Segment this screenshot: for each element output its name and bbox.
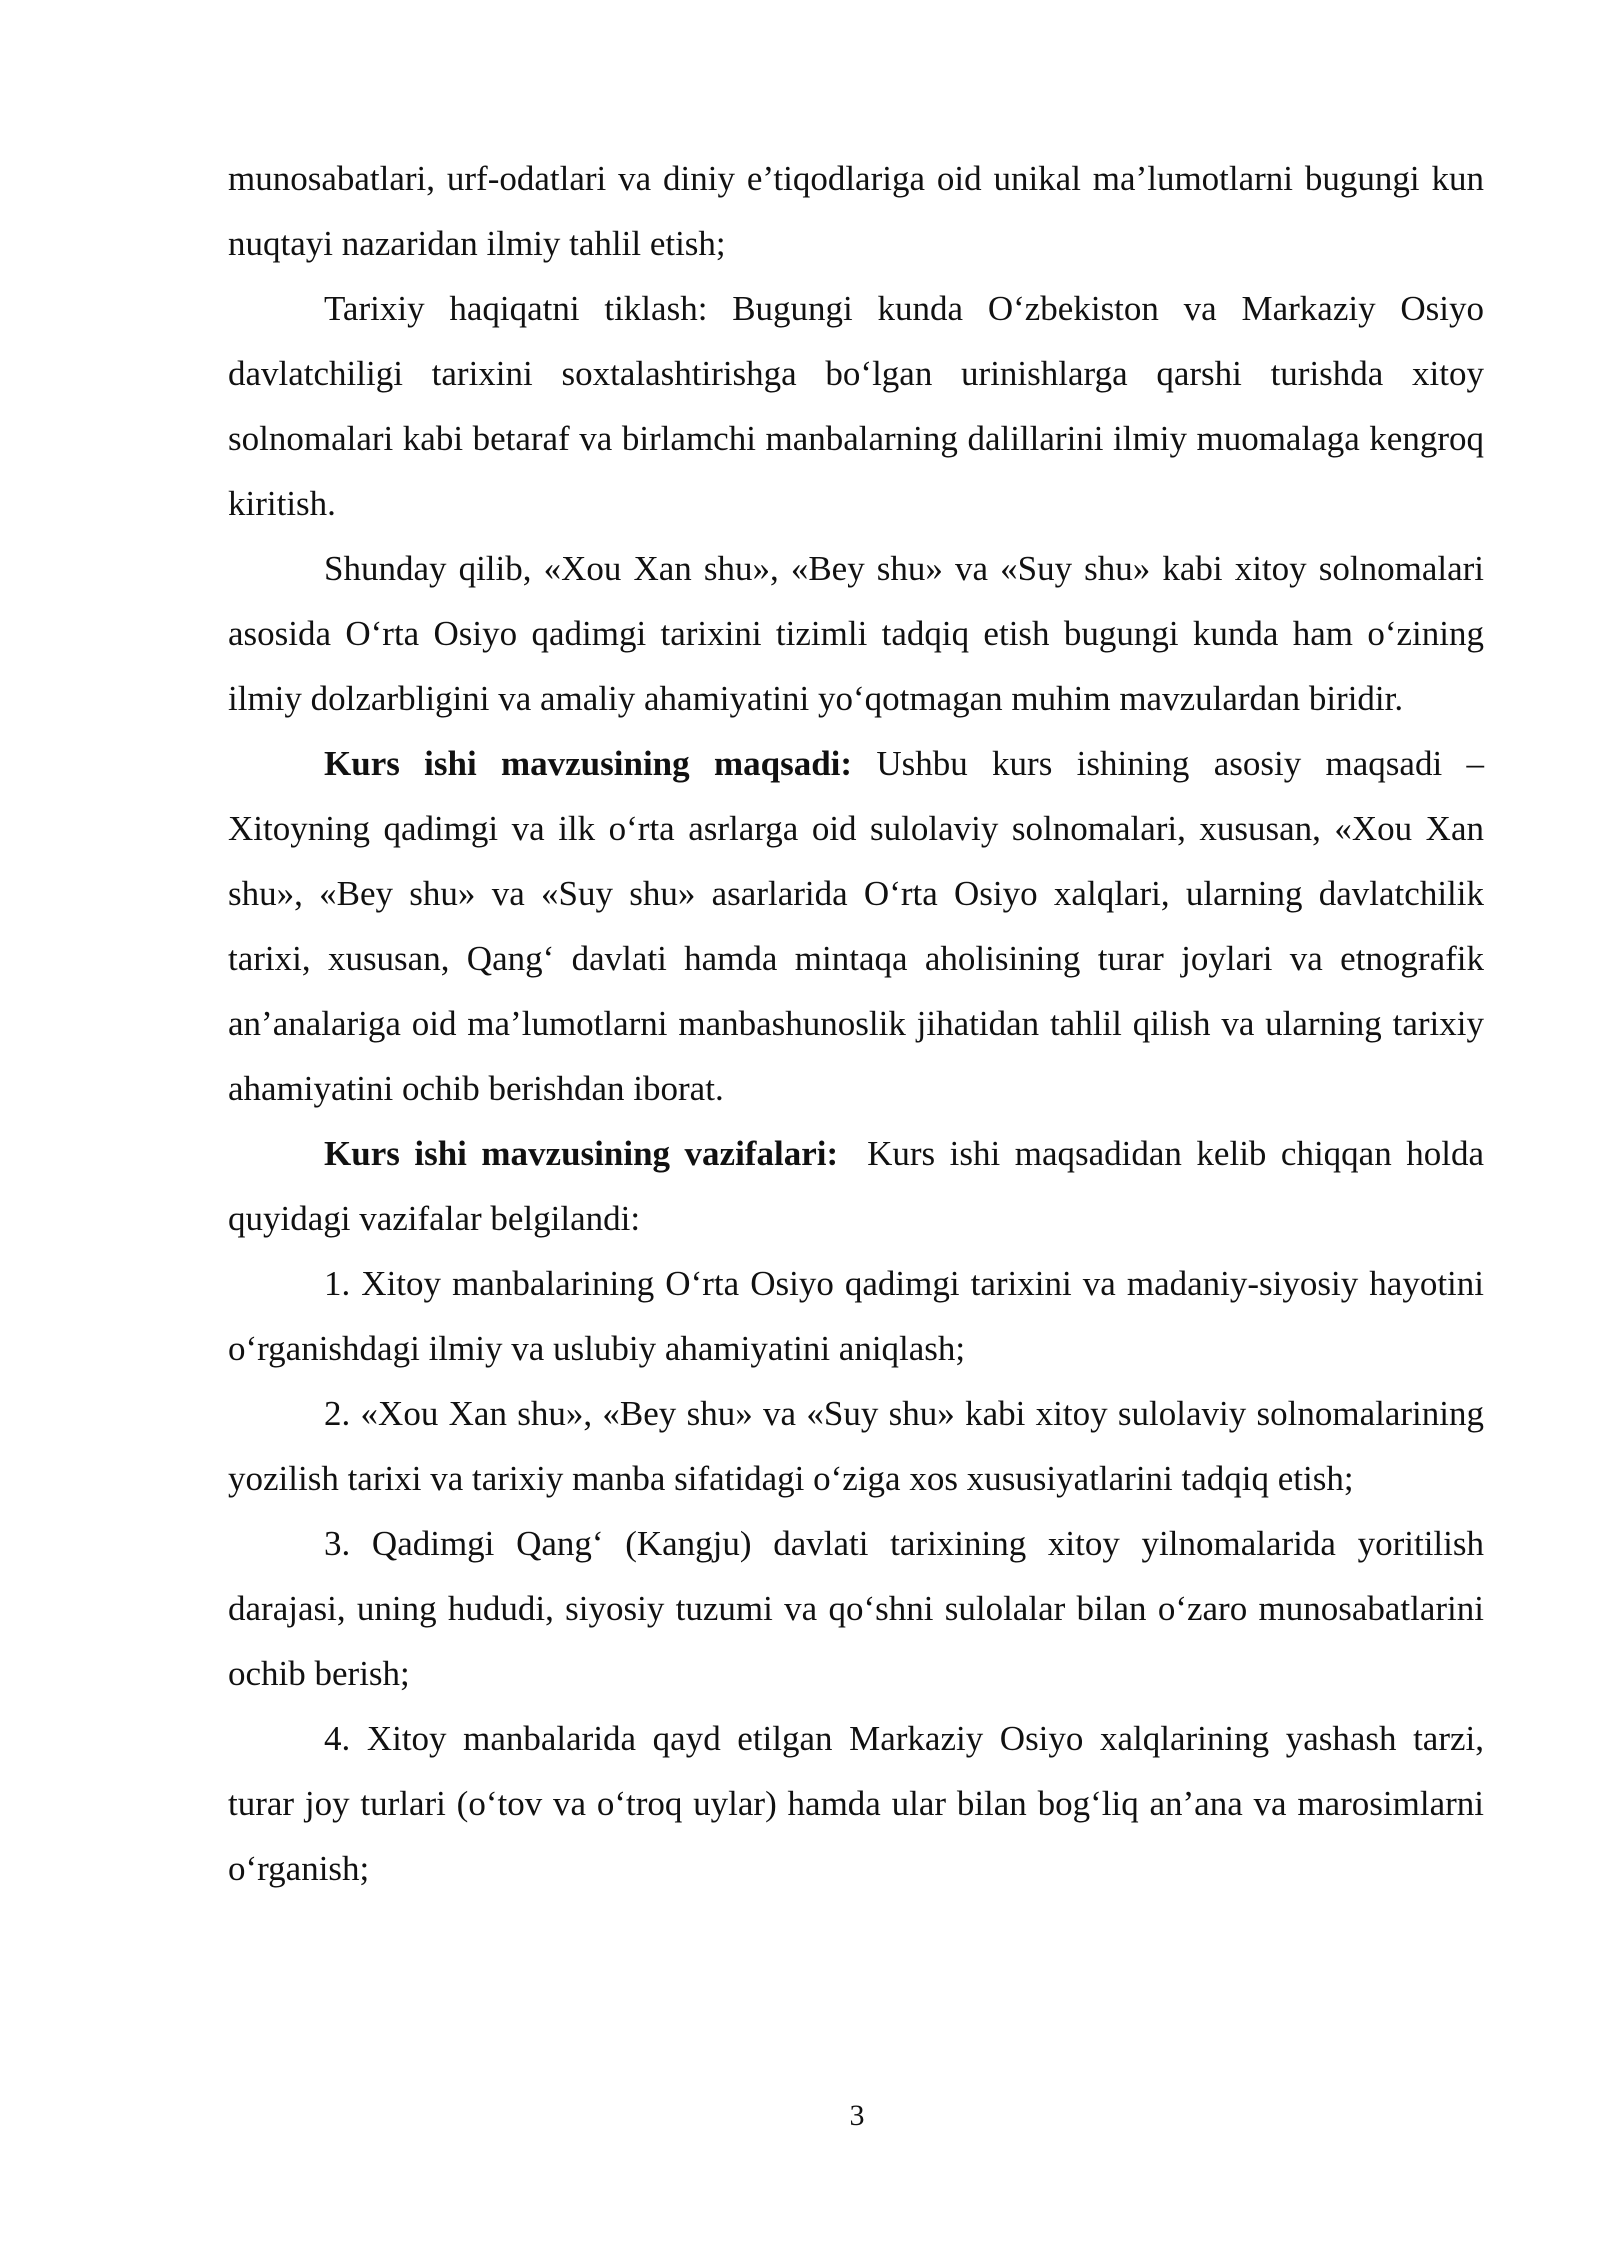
goal-text: Ushbu kurs ishining asosiy maqsadi – Xitoyning qadimgi va ilk o‘rta asrlarga oid sulolaviy solnomalari, xususan, «Xou Xan shu», «Bey shu» va «Suy shu» asarlarida O‘rta Osiyo xalqlari, ularning davlatchilik tarixi, xususan, Qang‘ davlati hamda mintaqa aholisining turar joylari va etnografik an’analariga oid ma’lumotlarni manbashunoslik jihatidan tahlil qilish va ularning tarixiy ahamiyatini ochib berishdan iborat.	[228, 744, 1484, 1108]
task-item-1: 1. Xitoy manbalarining O‘rta Osiyo qadimgi tarixini va madaniy-siyosiy hayotini o‘rganishdagi ilmiy va uslubiy ahamiyatini aniqlash;	[228, 1264, 1484, 1368]
paragraph-continuation: munosabatlari, urf-odatlari va diniy e’tiqodlariga oid unikal ma’lumotlarni bugungi kun nuqtayi nazaridan ilmiy tahlil etish;	[228, 159, 1484, 263]
task-item-3: 3. Qadimgi Qang‘ (Kangju) davlati tarixining xitoy yilnomalarida yoritilish darajasi, uning hududi, siyosiy tuzumi va qo‘shni sulolalar bilan o‘zaro munosabatlarini ochib berish;	[228, 1524, 1484, 1693]
goal-heading: Kurs ishi mavzusining maqsadi:	[324, 744, 853, 783]
document-body	[228, 146, 1493, 1901]
page-number: 3	[849, 2099, 865, 2132]
task-item-2: 2. «Xou Xan shu», «Bey shu» va «Suy shu» kabi xitoy sulolaviy solnomalarining yozilish tarixi va tarixiy manba sifatidagi o‘ziga xos xususiyatlarini tadqiq etish;	[228, 1394, 1484, 1498]
tasks-text: Kurs ishi maqsadidan kelib chiqqan holda quyidagi vazifalar belgilandi:	[228, 1134, 1493, 1238]
paragraph-goal	[228, 731, 1484, 1121]
tasks-heading: Kurs ishi mavzusining vazifalari:	[324, 1134, 839, 1173]
paragraph-tasks	[228, 1121, 1493, 1251]
task-item-4: 4. Xitoy manbalarida qayd etilgan Markaziy Osiyo xalqlarining yashash tarzi, turar joy turlari (o‘tov va o‘troq uylar) hamda ular bilan bog‘liq an’ana va marosimlarni o‘rganish;	[228, 1719, 1484, 1888]
paragraph-historical-truth: Tarixiy haqiqatni tiklash: Bugungi kunda O‘zbekiston va Markaziy Osiyo davlatchiligi tarixini soxtalashtirishga bo‘lgan urinishlarga qarshi turishda xitoy solnomalari kabi betaraf va birlamchi manbalarning dalillarini ilmiy muomalaga kengroq kiritish.	[228, 289, 1484, 523]
paragraph-conclusion: Shunday qilib, «Xou Xan shu», «Bey shu» va «Suy shu» kabi xitoy solnomalari asosida O‘rta Osiyo qadimgi tarixini tizimli tadqiq etish bugungi kunda ham o‘zining ilmiy dolzarbligini va amaliy ahamiyatini yo‘qotmagan muhim mavzulardan biridir.	[228, 549, 1484, 718]
